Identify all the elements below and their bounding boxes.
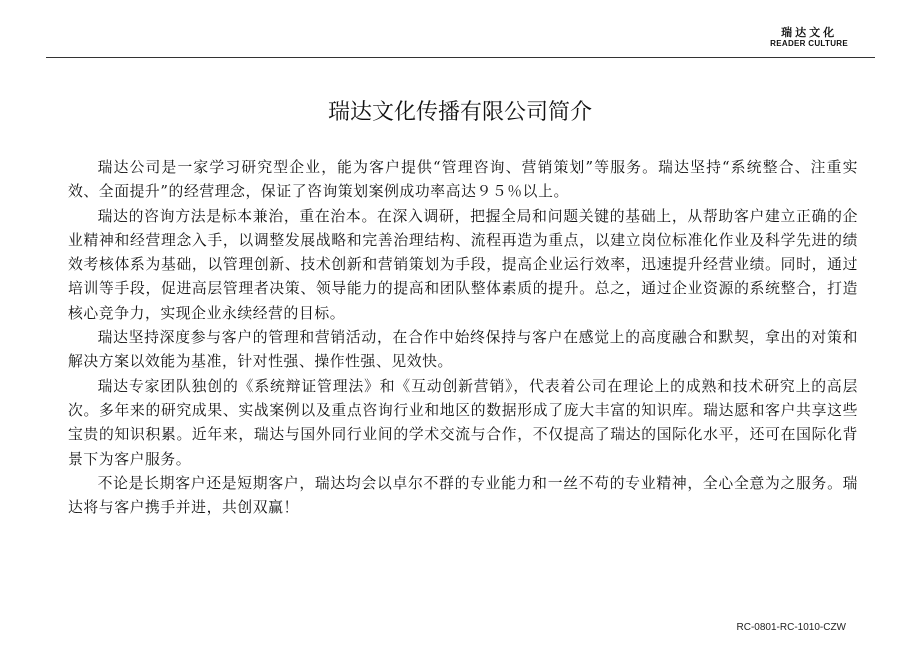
paragraph-method: 瑞达的咨询方法是标本兼治，重在治本。在深入调研，把握全局和问题关键的基础上，从帮助客户建立正确的企业精神和经营理念入手，以调整发展战略和完善治理结构、流程再造为重点，以建立岗位标准化作业及科学先进的绩效考核体系为基础，以管理创新、技术创新和营销策划为手段，提高企业运行效率，迅速提升经营业绩。同时，通过培训等手段，促进高层管理者决策、领导能力的提高和团队整体素质的提升。总之，通过企业资源的系统整合，打造核心竞争力，实现企业永续经营的目标。 [68,207,858,322]
document-body [68,156,858,520]
paragraph-participation: 瑞达坚持深度参与客户的管理和营销活动，在合作中始终保持与客户在感觉上的高度融合和默契，拿出的对策和解决方案以效能为基准，针对性强、操作性强、见效快。 [68,329,858,371]
logo-chinese-text: 瑞达文化 [781,26,838,39]
paragraph-intro: 瑞达公司是一家学习研究型企业，能为客户提供“管理咨询、营销策划”等服务。瑞达坚持“系统整合、注重实效、全面提升”的经营理念，保证了咨询策划案例成功率高达９５％以上。 [68,159,858,201]
paragraph-service: 不论是长期客户还是短期客户，瑞达均会以卓尔不群的专业能力和一丝不苟的专业精神，全心全意为之服务。瑞达将与客户携手并进，共创双赢！ [68,474,858,517]
company-logo [770,26,848,49]
document-code: RC-0801-RC-1010-CZW [736,622,846,633]
page-title: 瑞达文化传播有限公司简介 [327,100,592,125]
header-divider [46,57,875,58]
paragraph-expertise: 瑞达专家团队独创的《系统辩证管理法》和《互动创新营销》，代表着公司在理论上的成熟和技术研究上的高层次。多年来的研究成果、实战案例以及重点咨询行业和地区的数据形成了庞大丰富的知识库。瑞达愿和客户共享这些宝贵的知识积累。近年来，瑞达与国外同行业间的学术交流与合作，不仅提高了瑞达的国际化水平，还可在国际化背景下为客户服务。 [68,377,858,468]
logo-english-text: READER CULTURE [770,39,848,48]
